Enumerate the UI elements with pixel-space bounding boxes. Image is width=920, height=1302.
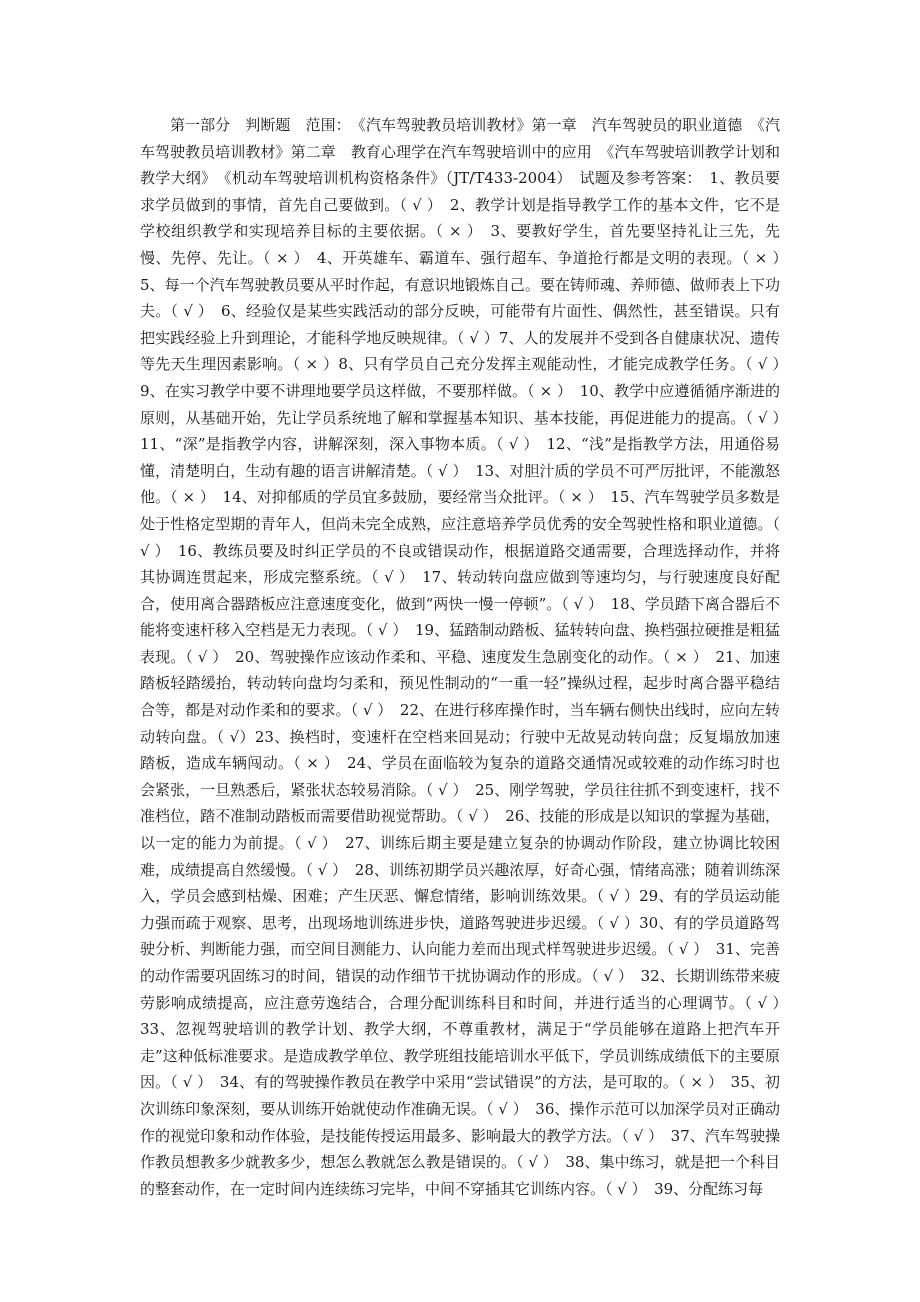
question-text-body: 第一部分 判断题 范围： 《汽车驾驶教员培训教材》第一章 汽车驾驶员的职业道德 《汽车驾驶教员培训教材》第二章 教育心理学在汽车驾驶培训中的应用 《汽车驾驶培训教学计划和教学大纲》 《机动车驾驶培训机构资格条件》（JT/T433-2004） 试题及参考答案： 1、教员要求学员做到的事情，首先自己要做到。（ √ ） 2、教学计划是指导教学工作的基本文件，它不是学校组织教学和实现培养目标的主要依据。（ × ） 3、要教好学生，首先要坚持礼让三先，先慢、先停、先让。（ × ） 4、开英雄车、霸道车、强行超车、争道抢行都是文明的表现。（ × ） 5、每一个汽车驾驶教员要从平时作起，有意识地锻炼自己。要在铸师魂、养师德、做师表上下功夫。（ √ ） 6、经验仅是某些实践活动的部分反映，可能带有片面性、偶然性，甚至错误。只有把实践经验上升到理论，才能科学地反映规律。（ √ ）7、人的发展并不受到各自健康状况、遗传等先天生理因素影响。（ × ）8、只有学员自己充分发挥主观能动性，才能完成教学任务。（ √ ） 9、在实习教学中要不讲理地要学员这样做，不要那样做。（ × ） 10、教学中应遵循循序渐进的原则，从基础开始，先让学员系统地了解和掌握基本知识、基本技能，再促进能力的提高。（ √ ） 11、“深”是指教学内容，讲解深刻，深入事物本质。（ √ ） 12、“浅”是指教学方法，用通俗易懂，清楚明白，生动有趣的语言讲解清楚。（ √ ） 13、对胆汁质的学员不可严厉批评，不能激怒他。（ × ） 14、对抑郁质的学员宜多鼓励，要经常当众批评。（ × ） 15、汽车驾驶学员多数是处于性格定型期的青年人，但尚未完全成熟，应注意培养学员优秀的安全驾驶性格和职业道德。（ √ ） 16、教练员要及时纠正学员的不良或错误动作，根据道路交通需要，合理选择动作，并将其协调连贯起来，形成完整系统。（ √ ） 17、转动转向盘应做到等速均匀，与行驶速度良好配合，使用离合器踏板应注意速度变化，做到“两快一慢一停顿”。（ √ ） 18、学员踏下离合器后不能将变速杆移入空档是无力表现。（ √ ） 19、猛踏制动踏板、猛转转向盘、换档强拉硬推是粗猛表现。（ √ ） 20、驾驶操作应该动作柔和、平稳、速度发生急剧变化的动作。（ × ） 21、加速踏板轻踏缓抬，转动转向盘均匀柔和，预见性制动的“一重一轻”操纵过程，起步时离合器平稳结合等，都是对动作柔和的要求。（ √ ） 22、在进行移库操作时，当车辆右侧快出线时，应向左转动转向盘。（ √）23、换档时，变速杆在空档来回晃动；行驶中无故晃动转向盘；反复塌放加速踏板，造成车辆闯动。（ × ） 24、学员在面临较为复杂的道路交通情况或较难的动作练习时也会紧张，一旦熟悉后，紧张状态较易消除。（ √ ） 25、刚学驾驶，学员往往抓不到变速杆，找不准档位，踏不准制动踏板而需要借助视觉帮助。（ √ ） 26、技能的形成是以知识的掌握为基础，以一定的能力为前提。（ √ ） 27、训练后期主要是建立复杂的协调动作阶段，建立协调比较困难，成绩提高自然缓慢。（ √ ） 28、训练初期学员兴趣浓厚，好奇心强，情绪高涨；随着训练深入，学员会感到枯燥、困难；产生厌恶、懈怠情绪，影响训练效果。（ √ ）29、有的学员运动能力强而疏于观察、思考，出现场地训练进步快，道路驾驶进步迟缓。（ √ ）30、有的学员道路驾驶分析、判断能力强，而空间目测能力、认向能力差而出现式样驾驶进步迟缓。（ √ ） 31、完善的动作需要巩固练习的时间，错误的动作细节干扰协调动作的形成。（ √ ） 32、长期训练带来疲劳影响成绩提高，应注意劳逸结合，合理分配训练科目和时间，并进行适当的心理调节。（ √ ） 33、忽视驾驶培训的教学计划、教学大纲，不尊重教材，满足于“学员能够在道路上把汽车开走”这种低标准要求。是造成教学单位、教学班组技能培训水平低下，学员训练成绩低下的主要原因。（ √ ） 34、有的驾驶操作教员在教学中采用“尝试错误”的方法，是可取的。（ × ） 35、初次训练印象深刻，要从训练开始就使动作准确无误。（ √ ） 36、操作示范可以加深学员对正确动作的视觉印象和动作体验，是技能传授运用最多、影响最大的教学方法。（ √ ） 37、汽车驾驶操作教员想教多少就教多少，想怎么教就怎么教是错误的。（ √ ） 38、集中练习，就是把一个科目的整套动作，在一定时间内连续练习完毕，中间不穿插其它训练内容。（ √ ） 39、分配练习每 bbox=[140, 116, 796, 1198]
